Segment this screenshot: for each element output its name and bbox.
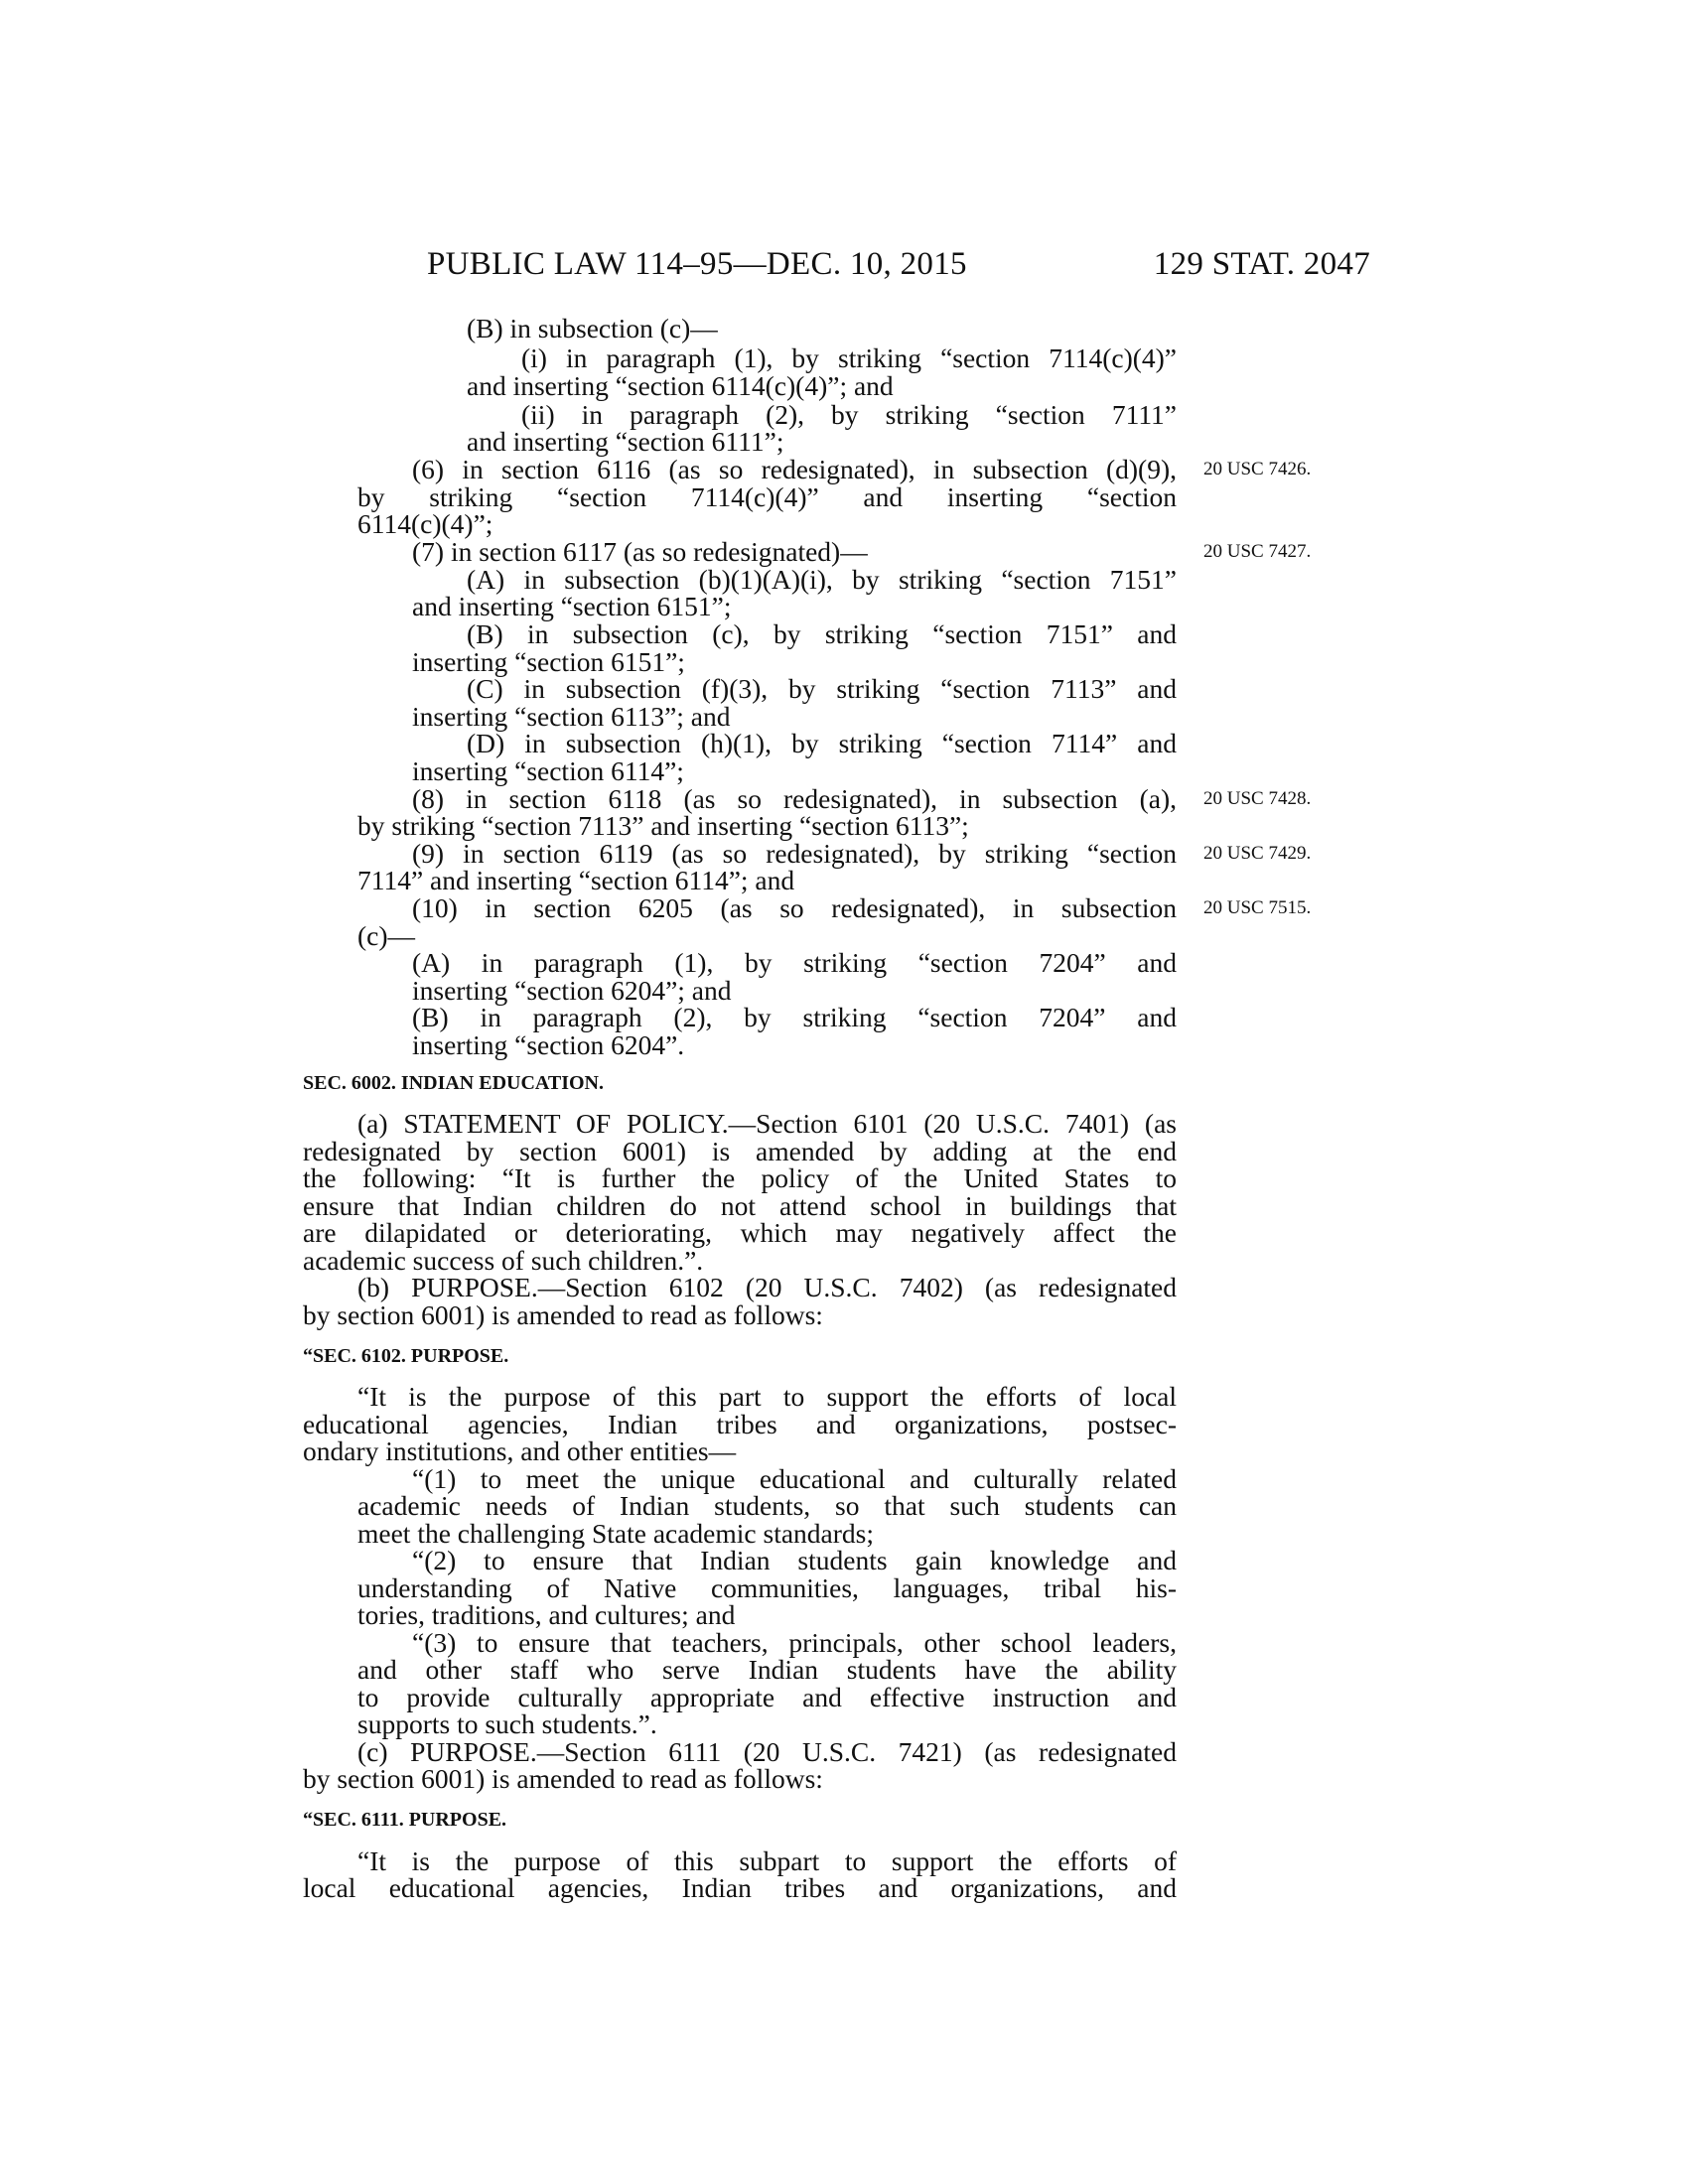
text-line: (a) STATEMENT OF POLICY.—Section 6101 (20 U.S.C. 7401) (as bbox=[357, 1108, 1177, 1139]
text-line: (9) in section 6119 (as so redesignated), by striking “section bbox=[412, 838, 1177, 869]
text-line: tories, traditions, and cultures; and bbox=[357, 1599, 736, 1630]
margin-note: 20 USC 7429. bbox=[1203, 843, 1312, 864]
text-line: meet the challenging State academic standards; bbox=[357, 1518, 875, 1549]
text-line: by section 6001) is amended to read as follows: bbox=[303, 1763, 823, 1794]
text-line: the following: “It is further the policy of the United States to bbox=[303, 1162, 1177, 1193]
text-line: supports to such students.”. bbox=[357, 1708, 657, 1739]
text-line: “It is the purpose of this part to support the efforts of local bbox=[357, 1381, 1177, 1412]
text-line: (D) in subsection (h)(1), by striking “section 7114” and bbox=[467, 728, 1177, 758]
text-line: (B) in paragraph (2), by striking “section 7204” and bbox=[412, 1002, 1177, 1032]
text-line: and inserting “section 6111”; bbox=[467, 426, 784, 457]
text-line: inserting “section 6204”. bbox=[412, 1029, 685, 1060]
text-line: inserting “section 6113”; and bbox=[412, 701, 731, 732]
text-line: (i) in paragraph (1), by striking “section 7114(c)(4)” bbox=[521, 342, 1177, 373]
text-line: inserting “section 6151”; bbox=[412, 646, 685, 677]
text-line: (c) PURPOSE.—Section 6111 (20 U.S.C. 7421) (as redesignated bbox=[357, 1736, 1177, 1767]
text-line: “It is the purpose of this subpart to support the efforts of bbox=[357, 1845, 1177, 1876]
text-line: academic needs of Indian students, so that such students can bbox=[357, 1490, 1177, 1521]
text-line: “(1) to meet the unique educational and culturally related bbox=[412, 1463, 1177, 1494]
text-line: (C) in subsection (f)(3), by striking “section 7113” and bbox=[467, 673, 1177, 704]
text-line: educational agencies, Indian tribes and organizations, postsec- bbox=[303, 1409, 1177, 1439]
public-law-citation: PUBLIC LAW 114–95—DEC. 10, 2015 bbox=[427, 246, 967, 282]
text-line: and inserting “section 6151”; bbox=[412, 591, 732, 621]
section-heading: SEC. 6002. INDIAN EDUCATION. bbox=[303, 1072, 604, 1094]
text-line: (b) PURPOSE.—Section 6102 (20 U.S.C. 7402) (as redesignated bbox=[357, 1272, 1177, 1302]
text-line: (A) in subsection (b)(1)(A)(i), by striking “section 7151” bbox=[467, 564, 1177, 595]
margin-note: 20 USC 7426. bbox=[1203, 459, 1312, 479]
text-line: ensure that Indian children do not attend school in buildings that bbox=[303, 1190, 1177, 1221]
text-line: (10) in section 6205 (as so redesignated), in subsection bbox=[412, 892, 1177, 923]
text-line: (B) in subsection (c)— bbox=[467, 313, 718, 343]
text-line: (6) in section 6116 (as so redesignated), in subsection (d)(9), bbox=[412, 454, 1177, 484]
statute-page-number: 129 STAT. 2047 bbox=[1153, 246, 1370, 282]
text-line: local educational agencies, Indian tribes and organizations, and bbox=[303, 1872, 1177, 1903]
text-line: inserting “section 6114”; bbox=[412, 755, 684, 786]
text-line: and inserting “section 6114(c)(4)”; and bbox=[467, 370, 894, 401]
text-line: academic success of such children.”. bbox=[303, 1245, 704, 1276]
text-line: redesignated by section 6001) is amended by adding at the end bbox=[303, 1136, 1177, 1166]
text-line: “(3) to ensure that teachers, principals, other school leaders, bbox=[412, 1627, 1177, 1658]
margin-note: 20 USC 7428. bbox=[1203, 788, 1312, 809]
quoted-section-heading: “SEC. 6102. PURPOSE. bbox=[303, 1345, 509, 1367]
text-line: “(2) to ensure that Indian students gain knowledge and bbox=[412, 1545, 1177, 1575]
text-line: ondary institutions, and other entities— bbox=[303, 1435, 737, 1466]
text-line: (8) in section 6118 (as so redesignated), in subsection (a), bbox=[412, 783, 1177, 814]
margin-note: 20 USC 7515. bbox=[1203, 897, 1312, 918]
text-line: inserting “section 6204”; and bbox=[412, 975, 732, 1006]
text-line: by striking “section 7114(c)(4)” and inserting “section bbox=[357, 481, 1177, 512]
text-line: (ii) in paragraph (2), by striking “section 7111” bbox=[521, 399, 1177, 430]
text-line: understanding of Native communities, languages, tribal his- bbox=[357, 1572, 1177, 1603]
quoted-section-heading: “SEC. 6111. PURPOSE. bbox=[303, 1809, 507, 1831]
text-line: (7) in section 6117 (as so redesignated)— bbox=[412, 536, 868, 567]
text-line: are dilapidated or deteriorating, which may negatively affect the bbox=[303, 1217, 1177, 1248]
text-line: (B) in subsection (c), by striking “section 7151” and bbox=[467, 618, 1177, 649]
text-line: (A) in paragraph (1), by striking “section 7204” and bbox=[412, 947, 1177, 978]
text-line: by striking “section 7113” and inserting “section 6113”; bbox=[357, 810, 969, 841]
text-line: 7114” and inserting “section 6114”; and bbox=[357, 865, 795, 895]
text-line: (c)— bbox=[357, 920, 416, 951]
text-line: by section 6001) is amended to read as follows: bbox=[303, 1299, 823, 1330]
margin-note: 20 USC 7427. bbox=[1203, 541, 1312, 562]
text-line: to provide culturally appropriate and effective instruction and bbox=[357, 1682, 1177, 1712]
text-line: 6114(c)(4)”; bbox=[357, 508, 493, 539]
text-line: and other staff who serve Indian students have the ability bbox=[357, 1654, 1177, 1685]
running-header bbox=[427, 246, 1370, 286]
